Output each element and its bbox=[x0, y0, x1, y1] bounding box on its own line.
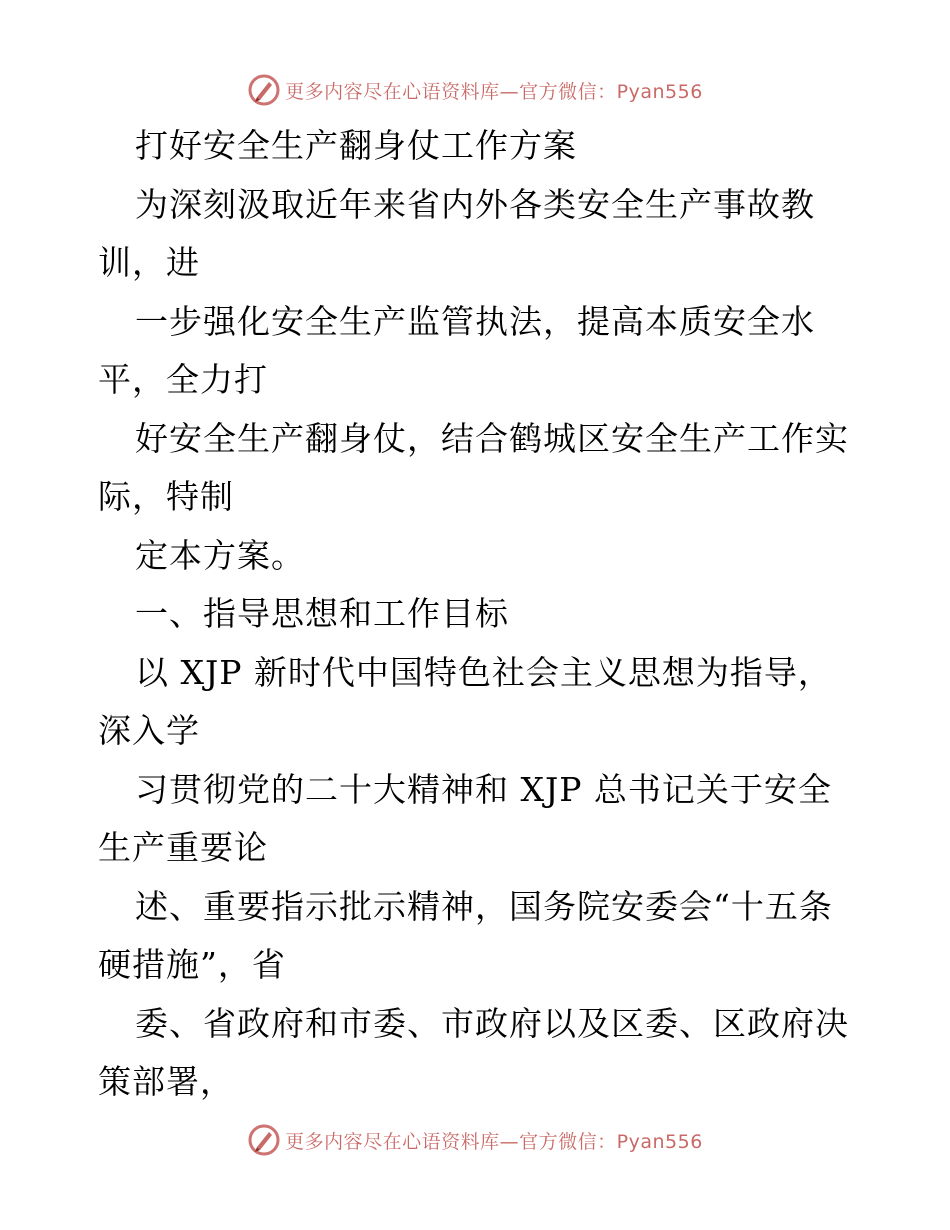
paragraph-line: 生产重要论 bbox=[98, 828, 268, 867]
pen-logo-icon bbox=[247, 1123, 281, 1157]
paragraph-line: 深入学 bbox=[98, 711, 200, 750]
paragraph-line: 定本方案。 bbox=[135, 536, 305, 575]
paragraph-line: 好安全生产翻身仗，结合鹤城区安全生产工作实 bbox=[135, 419, 849, 458]
watermark-footer bbox=[0, 1120, 950, 1160]
paragraph-line: 策部署， bbox=[98, 1062, 234, 1101]
paragraph-line: 以 XJP 新时代中国特色社会主义思想为指导， bbox=[135, 653, 832, 692]
watermark-text: 更多内容尽在心语资料库—官方微信：Pyan556 bbox=[285, 80, 703, 103]
paragraph-line: 委、省政府和市委、市政府以及区委、区政府决 bbox=[135, 1004, 849, 1043]
pen-logo-icon bbox=[247, 73, 281, 107]
document-title: 打好安全生产翻身仗工作方案 bbox=[135, 126, 577, 165]
section-heading: 一、指导思想和工作目标 bbox=[135, 594, 509, 633]
paragraph-line: 习贯彻党的二十大精神和 XJP 总书记关于安全 bbox=[135, 770, 832, 809]
watermark-header bbox=[0, 70, 950, 110]
watermark-text: 更多内容尽在心语资料库—官方微信：Pyan556 bbox=[285, 1130, 703, 1153]
paragraph-line: 为深刻汲取近年来省内外各类安全生产事故教 bbox=[135, 185, 815, 224]
paragraph-line: 平，全力打 bbox=[98, 360, 268, 399]
paragraph-line: 际，特制 bbox=[98, 477, 234, 516]
paragraph-line: 硬措施”，省 bbox=[98, 945, 286, 984]
paragraph-line: 一步强化安全生产监管执法，提高本质安全水 bbox=[135, 302, 815, 341]
paragraph-line: 训，进 bbox=[98, 243, 200, 282]
paragraph-line: 述、重要指示批示精神，国务院安委会“十五条 bbox=[135, 887, 833, 926]
